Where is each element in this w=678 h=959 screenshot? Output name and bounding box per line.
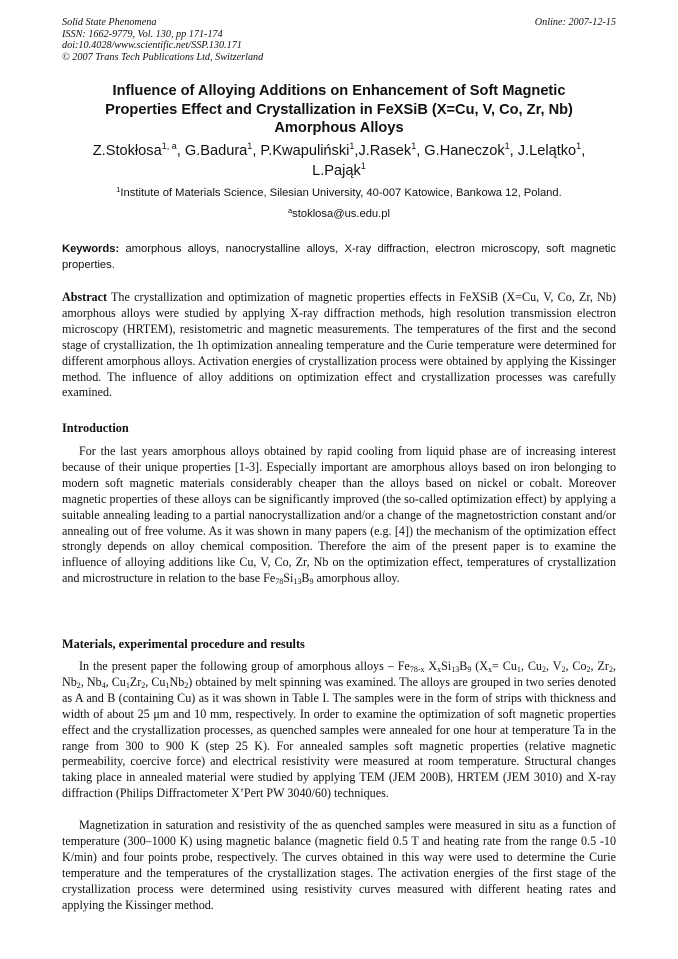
text-run: Zr bbox=[129, 674, 142, 689]
author-affiliation-mark: 1 bbox=[360, 160, 366, 171]
abstract-text: The crystallization and optimization of magnetic properties effects in FeXSiB (X=Cu, V, Co, Zr, Nb) amorphous alloys were studied by applying X-ray diffraction methods, high resolution transmission electron microscopy (HRTEM), resistometric and magnetic measurements. The temperatures of the first and the second stage of crystallization, the 1h optimization annealing temperature and the Curie temperature were determined for different amorphous alloys. Activation energies of crystallization process were obtained by applying the Kissinger method. The influence of alloy additions on optimization effect and crystallization processes was carefully examined. bbox=[62, 290, 616, 400]
formula-sub: 2 bbox=[184, 680, 189, 690]
text-run: , V bbox=[545, 659, 562, 673]
author-affiliation-mark: 1, a bbox=[161, 141, 177, 151]
doi-line: doi:10.4028/www.scientific.net/SSP.130.171 bbox=[62, 40, 242, 52]
introduction-heading: Introduction bbox=[62, 421, 129, 435]
text-run: (X bbox=[471, 659, 489, 673]
email-mark: a bbox=[288, 206, 293, 215]
text-run: , Co bbox=[565, 659, 587, 673]
author-affiliation-mark: 1 bbox=[504, 141, 510, 151]
text-run: Nb bbox=[169, 674, 185, 689]
title-line-3: Amorphous Alloys bbox=[274, 120, 404, 136]
formula-sub: 2 bbox=[141, 680, 146, 690]
materials-heading: Materials, experimental procedure and results bbox=[62, 637, 305, 651]
keywords-text: amorphous alloys, nanocrystalline alloys, X-ray diffraction, electron microscopy, soft magnetic properties. bbox=[62, 243, 616, 271]
text-run: = Cu bbox=[492, 659, 517, 673]
text-run: , Zr bbox=[590, 659, 609, 673]
formula-sub: 9 bbox=[467, 665, 472, 674]
title-line-1: Influence of Alloying Additions on Enhancement of Soft Magnetic bbox=[112, 83, 566, 99]
text-run: In the present paper the following group of amorphous alloys – Fe bbox=[79, 659, 410, 673]
text-run: Si bbox=[441, 659, 452, 673]
formula-sub: 78 bbox=[275, 577, 284, 587]
text-run: , Cu bbox=[520, 659, 542, 673]
online-date: Online: 2007-12-15 bbox=[534, 17, 616, 28]
formula-sub: x bbox=[488, 665, 493, 674]
formula-sub: 2 bbox=[586, 665, 591, 674]
author-list bbox=[62, 142, 616, 181]
text-run: , Nb bbox=[80, 674, 102, 689]
formula-sub: 13 bbox=[451, 665, 460, 674]
formula-sub: 1 bbox=[516, 665, 521, 674]
author-affiliation-mark: 1 bbox=[349, 141, 355, 151]
formula-sub: 2 bbox=[608, 665, 613, 674]
text-run: , Nb bbox=[62, 659, 616, 689]
formula-sub: 2 bbox=[76, 680, 81, 690]
journal-name: Solid State Phenomena bbox=[62, 17, 157, 28]
author-name: Z.Stokłosa bbox=[92, 143, 162, 159]
journal-header bbox=[62, 17, 616, 63]
issn-line: ISSN: 1662-9779, Vol. 130, pp 171-174 bbox=[62, 28, 223, 40]
formula-sub: 78-x bbox=[409, 665, 425, 674]
author-affiliation-mark: 1 bbox=[247, 141, 253, 151]
copyright-line: © 2007 Trans Tech Publications Ltd, Switzerland bbox=[62, 51, 264, 63]
text-run: X bbox=[424, 659, 438, 673]
affiliation bbox=[62, 186, 616, 200]
text-run: B bbox=[459, 659, 468, 673]
formula-sub: 1 bbox=[125, 680, 130, 690]
author-separator: , bbox=[581, 143, 586, 159]
formula-sub: 4 bbox=[101, 680, 106, 690]
formula-sub: 9 bbox=[309, 577, 314, 587]
formula-sub: x bbox=[437, 665, 442, 674]
author-name: , G.Badura bbox=[176, 143, 248, 159]
introduction-paragraph bbox=[62, 444, 616, 587]
keywords-label: Keywords: bbox=[62, 243, 120, 255]
formula-sub: 2 bbox=[541, 665, 546, 674]
paper-title bbox=[62, 82, 616, 138]
abstract-label: Abstract bbox=[62, 290, 108, 304]
formula-b: B bbox=[301, 571, 310, 586]
email-address: stoklosa@us.edu.pl bbox=[292, 208, 390, 220]
introduction-end: amorphous alloy. bbox=[313, 571, 400, 586]
abstract bbox=[62, 290, 616, 401]
author-name: L.Pająk bbox=[312, 162, 361, 179]
materials-paragraph-1 bbox=[62, 659, 616, 802]
author-affiliation-mark: 1 bbox=[576, 141, 582, 151]
text-run: , Cu bbox=[105, 674, 126, 689]
formula-sub: 13 bbox=[293, 577, 302, 587]
keywords bbox=[62, 242, 616, 273]
author-name: , G.Haneczok bbox=[416, 143, 505, 159]
author-name: , J.Lelątko bbox=[509, 143, 577, 159]
text-run: ) obtained by melt spinning was examined. The alloys are grouped in two series denoted as A and B (containing Cu) as it was shown in Table I. The samples were in the form of strips with thickness and width of about 25 μm and 10 mm, respectively. In order to examine the optimization of soft magnetic properties effect and the crystallization processes, as quenched samples were annealed for one hour at temperature Ta in the range from 300 to 900 K (step 25 K). For annealed samples soft magnetic properties (relative magnetic permeability, coercive force) and electrical resistivity were measured at room temperature. Structural changes taking place in annealed material were studied by applying TEM (JEM 200B), HRTEM (JEM 3010) and X-ray diffraction (Philips Diffractometer X’Pert PW 3040/60) techniques. bbox=[62, 674, 616, 801]
contact-email bbox=[62, 207, 616, 221]
formula-fe: Fe bbox=[263, 571, 276, 586]
affiliation-mark: 1 bbox=[116, 185, 121, 194]
affiliation-text: Institute of Materials Science, Silesian University, 40-007 Katowice, Bankowa 12, Poland. bbox=[120, 187, 562, 199]
formula-sub: 1 bbox=[165, 680, 170, 690]
author-name: ,J.Rasek bbox=[354, 143, 412, 159]
title-line-2: Properties Effect and Crystallization in FeXSiB (X=Cu, V, Co, Zr, Nb) bbox=[105, 101, 573, 118]
materials-paragraph-2: Magnetization in saturation and resistivity of the as quenched samples were measured in situ as a function of temperature (300–1000 K) using magnetic balance (magnetic field 0.5 T and heating rate from the range 0.5 -10 K/min) and four points probe, respectively. The curves obtained in this way were used to determine the Curie temperature and the temperatures of the crystallization stages. The activation energies of the first stage of the crystallization process were determined using resistivity curves measured with different heating rates and applying the Kissinger method. bbox=[62, 818, 616, 912]
text-run: , Cu bbox=[145, 674, 166, 689]
introduction-text: For the last years amorphous alloys obtained by rapid cooling from liquid phase are of increasing interest because of their unique properties [1-3]. Especially important are amorphous alloys based on iron belonging to modern soft magnetic materials considerably cheaper than the alloys based on nickel or cobalt. Moreover magnetic properties of these alloys can be significantly improved (the so-called optimization effect) by applying a suitable annealing leading to a partial nanocrystallization and/or a change of the magnetostriction constant and/or annealing out of free volume. As it was shown in many papers (e.g. [4]) the mechanism of the optimization effect strongly depends on alloy chemical composition. Therefore the aim of the present paper is to examine the influence of alloying additions like Cu, V, Co, Zr, Nb on the optimization effect, temperatures of crystallization and microstructure in relation to the base bbox=[62, 444, 616, 586]
formula-sub: 2 bbox=[561, 665, 566, 674]
author-name: , P.Kwapuliński bbox=[252, 143, 350, 159]
author-affiliation-mark: 1 bbox=[411, 141, 417, 151]
formula-si: Si bbox=[283, 571, 294, 586]
